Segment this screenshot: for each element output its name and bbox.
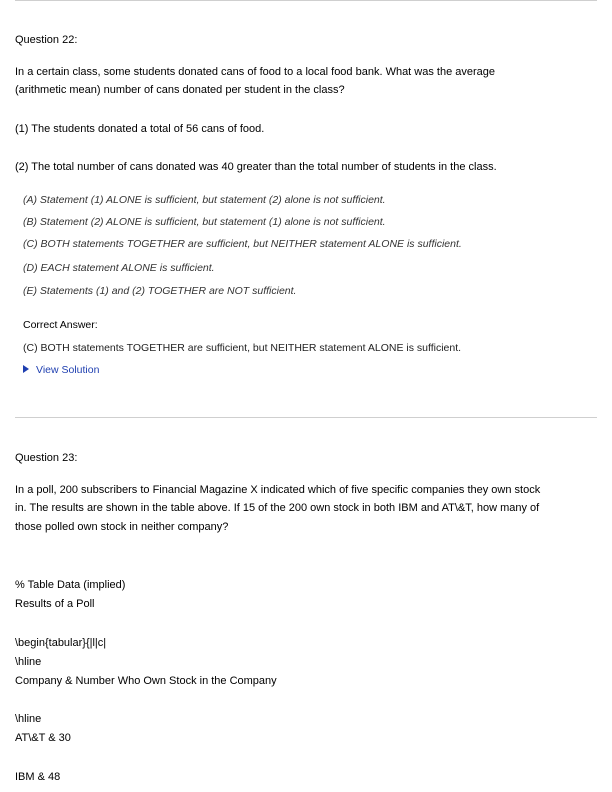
hline-line-1: \hline <box>15 656 42 668</box>
tabular-begin-line: \begin{tabular}{|l|c| <box>15 637 107 649</box>
hline-line-2: \hline <box>15 713 42 725</box>
question-22-statement-2: (2) The total number of cans donated was 40 greater than the total number of students in the class. <box>15 161 497 173</box>
disclosure-triangle-icon <box>23 365 29 373</box>
table-comment-line: % Table Data (implied) <box>15 579 126 591</box>
question-22-heading: Question 22: <box>15 34 78 46</box>
table-row-att: AT\&T & 30 <box>15 732 71 744</box>
question-23-stem-line-1: In a poll, 200 subscribers to Financial Magazine X indicated which of five specific companies they own stock <box>15 484 541 496</box>
question-divider <box>15 417 597 418</box>
option-c: (C) BOTH statements TOGETHER are sufficient, but NEITHER statement ALONE is sufficient. <box>23 238 462 250</box>
view-solution-toggle[interactable] <box>23 363 99 377</box>
correct-answer-label: Correct Answer: <box>23 319 98 331</box>
view-solution-label: View Solution <box>36 364 100 376</box>
question-23-stem-line-2: in. The results are shown in the table above. If 15 of the 200 own stock in both IBM and AT\&T, how many of <box>15 502 540 514</box>
table-caption-line: Results of a Poll <box>15 598 95 610</box>
question-22-stem-line-2: (arithmetic mean) number of cans donated per student in the class? <box>15 84 345 96</box>
question-22-stem-line-1: In a certain class, some students donated cans of food to a local food bank. What was the average <box>15 66 496 78</box>
table-header-line: Company & Number Who Own Stock in the Company <box>15 675 277 687</box>
option-e: (E) Statements (1) and (2) TOGETHER are NOT sufficient. <box>23 285 297 297</box>
table-row-ibm: IBM & 48 <box>15 771 61 783</box>
question-23-heading: Question 23: <box>15 452 78 464</box>
correct-answer-text: (C) BOTH statements TOGETHER are sufficient, but NEITHER statement ALONE is sufficient. <box>23 342 462 354</box>
option-d: (D) EACH statement ALONE is sufficient. <box>23 262 215 274</box>
top-divider <box>15 0 597 1</box>
question-22-statement-1: (1) The students donated a total of 56 cans of food. <box>15 123 265 135</box>
question-23-stem-line-3: those polled own stock in neither company? <box>15 521 229 533</box>
option-a: (A) Statement (1) ALONE is sufficient, but statement (2) alone is not sufficient. <box>23 194 386 206</box>
option-b: (B) Statement (2) ALONE is sufficient, but statement (1) alone is not sufficient. <box>23 216 386 228</box>
